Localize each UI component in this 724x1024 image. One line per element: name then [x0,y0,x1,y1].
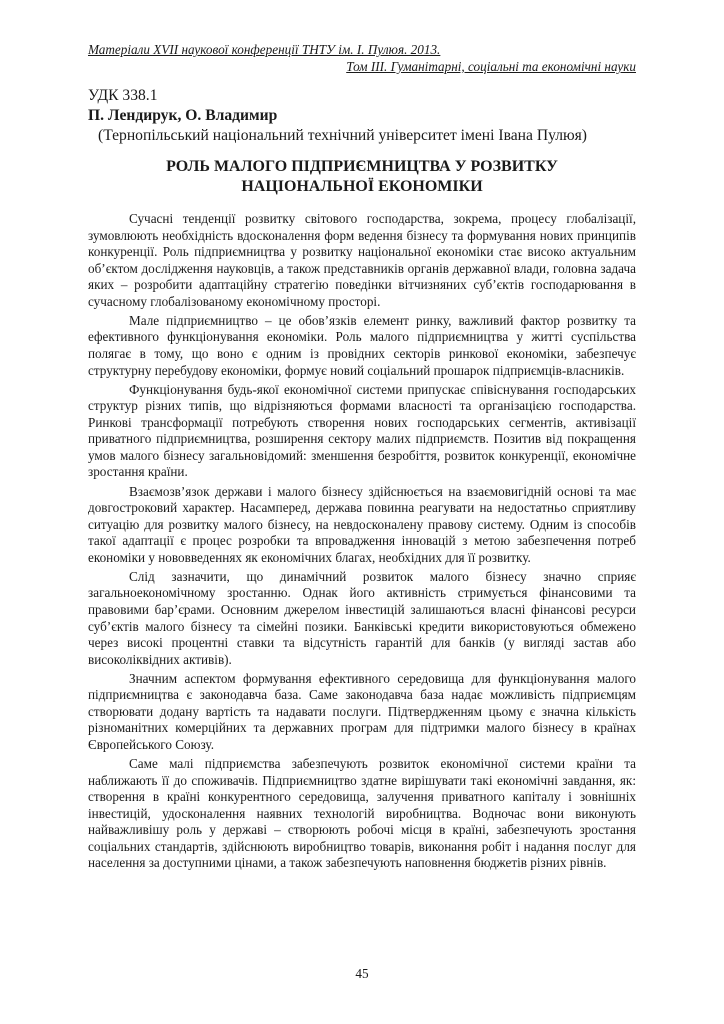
author-affiliation: (Тернопільський національний технічний університет імені Івана Пулюя) [98,127,587,144]
body-paragraph: Функціонування будь-якої економічної системи припускає співіснування господарських структур різних типів, що відрізняються формами власності та організацією господарства. Ринкові трансформації потребують створення нових господарських сегментів, активізації приватного підприємництва, розширення сектору малих підприємств. Позитив від покращення умов малого бізнесу загальновідомий: зменшення безробіття, розвиток конкуренції, економічне зростання країни. [88,381,636,480]
article-meta [88,86,648,146]
article-title [88,157,636,197]
body-paragraph: Саме малі підприємства забезпечують розвиток економічної системи країни та наближають її до споживачів. Підприємництво здатне вирішувати такі економічні завдання, як: створення в країні конкурентного середовища, залучення приватного капіталу і зовнішніх інвестицій, удосконалення наявних технологій виробництва. Водночас вони виконують найважливішу роль у державі – створюють робочі місця в країні, забезпечують зростання соціальних стандартів, здійснюють виробництво товарів, виконання робіт і надання послуг для населення за доступними цінами, а також забезпечують наповнення бюджетів різних рівнів. [88,756,636,871]
body-paragraph: Взаємозв’язок держави і малого бізнесу здійснюється на взаємовигідній основі та має довгостроковий характер. Насамперед, держава повинна реагувати на недостатньо сприятливу ситуацію для розвитку малого бізнесу, на невдосконалену правову систему. Одним із способів такої адаптації є процес розробки та впровадження інновацій з метою забезпечення потреб економіки у нововведеннях як економічних благах, необхідних для її розвитку. [88,483,636,565]
title-line-2: НАЦІОНАЛЬНОЇ ЕКОНОМІКИ [241,178,483,195]
body-paragraph: Мале підприємництво – це обов’язків елемент ринку, важливий фактор розвитку та ефективного функціонування економіки. Роль малого підприємництва у житті суспільства полягає в тому, що воно є одним із провідних секторів ринкової економіки, забезпечує структурну перебудову економіки, формує новий соціальний прошарок підприємців-власників. [88,312,636,378]
header-volume-line: Том ІІІ. Гуманітарні, соціальні та економічні науки [346,59,636,74]
title-line-1: РОЛЬ МАЛОГО ПІДПРИЄМНИЦТВА У РОЗВИТКУ [166,158,558,175]
body-paragraph: Значним аспектом формування ефективного середовища для функціонування малого підприємництва є законодавча база. Саме законодавча база надає можливість підприємцям створювати додану вартість та надавати послуги. Підтвердженням цьому є значна кількість різноманітних комерційних та державних програм для підтримки малого бізнесу в країнах Європейського Союзу. [88,670,636,752]
body-paragraph: Слід зазначити, що динамічний розвиток малого бізнесу значно сприяє загальноекономічному зростанню. Однак його активність стримується фінансовими та правовими бар’єрами. Основним джерелом інвестицій залишаються власні фінансові ресурси суб’єктів малого бізнесу та сімейні позики. Банківські кредити використовуються обмежено через високі процентні ставки та відсутність гарантій для банків (у вигляді застав або високоліквідних активів). [88,568,636,667]
udc-code: УДК 338.1 [88,87,158,104]
header-conference-line: Матеріали XVII наукової конференції ТНТУ ім. І. Пулюя. 2013. [88,42,441,57]
page-number: 45 [355,966,369,981]
body-paragraph: Сучасні тенденції розвитку світового господарства, зокрема, процесу глобалізації, зумовлюють необхідність вдосконалення форм ведення бізнесу та формування нових принципів конкуренції. Роль підприємництва у розвитку національної економіки стає високо актуальним об’єктом дослідження науковців, а також представників органів державної влади, головна задача яких – розробити адаптаційну стратегію поведінки вітчизняних суб’єктів господарювання в сучасному глобалізованому економічному просторі. [88,211,636,309]
article-body [88,211,636,874]
running-header [88,41,636,75]
author-list: П. Лендирук, О. Владимир [88,107,278,124]
